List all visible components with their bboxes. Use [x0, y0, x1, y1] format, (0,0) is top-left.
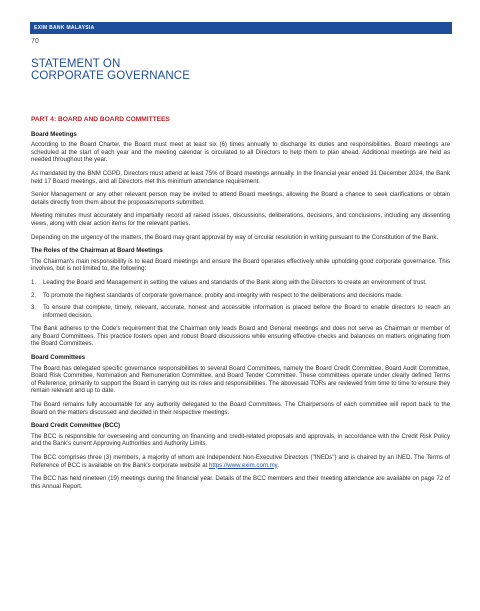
paragraph: The Bank adheres to the Code's requirement that the Chairman only leads Board and General meetings and does not serve as Chairman or member of any Board Committees. This practice fosters open and robust Board discussions while ensuring effective checks and balances on matters originating from the Board Committees.: [31, 325, 450, 348]
main-content: [31, 116, 450, 496]
page-number: 70: [31, 38, 39, 45]
paragraph: The Board has delegated specific governance responsibilities to several Board Committees, namely the Board Credit Committee, Board Audit Committee, Board Risk Committee, Nomination and Remuneration Committee, and Board Tender Committee. These committees operate under clearly defined Terms of Reference, primarily to support the Board in carrying out its roles and responsibilities. The abovesaid TORs are reviewed from time to time to ensure they remain relevant and up to date.: [31, 364, 450, 395]
list-item-text: To promote the highest standards of corporate governance, probity and integrity with respect to the deliberations and decisions made.: [43, 291, 403, 299]
list-item: [31, 292, 450, 300]
section-heading-chairman-roles: The Roles of the Chairman at Board Meetings: [31, 247, 163, 255]
list-item: [31, 279, 450, 287]
paragraph: Senior Management or any other relevant person may be invited to attend Board meetings, allowing the Board a chance to seek clarifications or obtain details directly from them about the proposals/reports submitted.: [31, 191, 450, 206]
paragraph-text-end: .: [277, 461, 279, 469]
list-item-number: 1.: [31, 278, 37, 286]
paragraph: The Chairman's main responsibility is to lead Board meetings and ensure the Board operates effectively while upholding good corporate governance. This involves, but is not limited to, the following:: [31, 257, 450, 273]
page-title-line1: STATEMENT ON: [31, 58, 121, 70]
list-item-text: Leading the Board and Management in setting the values and standards of the Bank along with the Directors to create an environment of trust.: [43, 278, 427, 286]
paragraph: The BCC is responsible for overseeing and concurring on financing and credit-related proposals and approvals, in accordance with the Credit Risk Policy and the Bank's current Approving Authorities and Authority Limits.: [31, 432, 450, 448]
paragraph-with-link: [31, 454, 450, 469]
paragraph: The Board remains fully accountable for any authority delegated to the Board Committees. The Chairpersons of each committee will report back to the Board on the matters discussed and decided in their respective meetings.: [31, 401, 450, 416]
page-title-line2: CORPORATE GOVERNANCE: [31, 70, 190, 82]
paragraph: According to the Board Charter, the Board must meet at least six (6) times annually to discharge its duties and responsibilities. Board meetings are scheduled at the start of each year and the meeting calendar is circulated to all Directors to help them to plan ahead. Additional meetings are held as needed throughout the year.: [31, 141, 450, 164]
paragraph-text: The BCC comprises three (3) members, a majority of whom are Independent Non-Executive Directors ("INEDs") and is chaired by an INED. The Terms of Reference of BCC is available on the Bank's corporate website at: [31, 454, 450, 469]
page-title: [31, 58, 190, 82]
list-item-text: To ensure that complete, timely, relevant, accurate, honest and accessible information is placed before the Board to enable directors to reach an informed decision.: [43, 304, 450, 319]
roles-list: [31, 279, 450, 319]
list-item: [31, 304, 450, 319]
section-heading-bcc: Board Credit Committee (BCC): [31, 422, 121, 430]
section-heading-board-meetings: Board Meetings: [31, 130, 77, 138]
paragraph: As mandated by the BNM CGPD, Directors must attend at least 75% of Board meetings annually. In the financial year ended 31 December 2024, the Bank held 17 Board meetings, and all Directors met this minimum attendance requirement.: [31, 169, 450, 185]
header-bar: [30, 22, 452, 34]
section-heading-board-committees: Board Committees: [31, 354, 86, 362]
part-heading: PART 4: BOARD AND BOARD COMMITTEES: [31, 116, 170, 123]
bank-name: EXIM BANK MALAYSIA: [34, 25, 95, 31]
exim-website-link[interactable]: https://www.exim.com.my: [208, 461, 278, 469]
paragraph: The BCC has held nineteen (19) meetings during the financial year. Details of the BCC members and their meeting attendance are available on page 72 of this Annual Report.: [31, 475, 450, 490]
paragraph: Meeting minutes must accurately and impartially record all raised issues, discussions, deliberations, decisions, and conclusions, including any dissenting views, along with clear action items for the relevant parties.: [31, 212, 450, 227]
paragraph: Depending on the urgency of the matters, the Board may grant approval by way of circular resolution in writing pursuant to the Constitution of the Bank.: [31, 233, 439, 241]
list-item-number: 3.: [31, 304, 37, 312]
list-item-number: 2.: [31, 291, 37, 299]
